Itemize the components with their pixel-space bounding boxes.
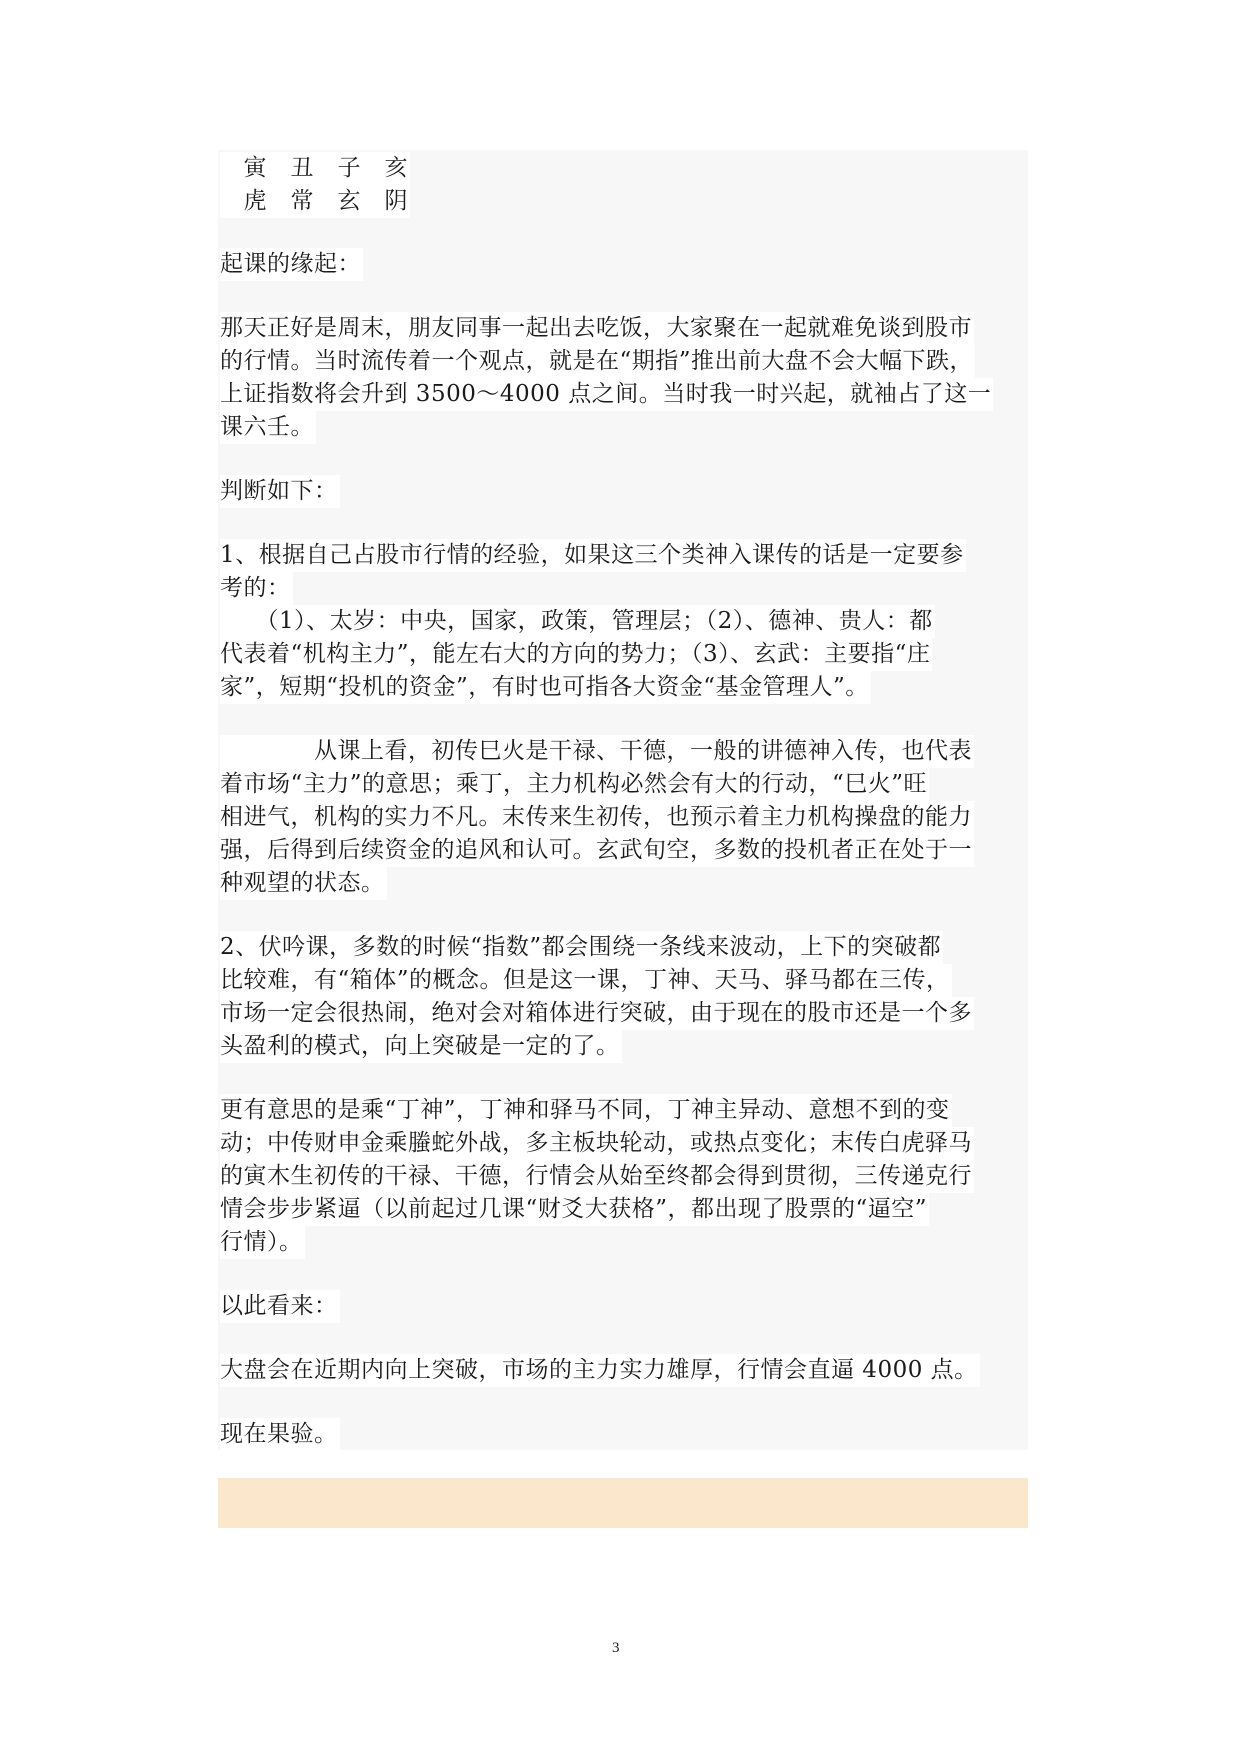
text-line: （1）、太岁：中央，国家，政策，管理层；（2）、德神、贵人：都: [220, 605, 935, 638]
text-line: 比较难，有“箱体”的概念。但是这一课，丁神、天马、驿马都在三传，: [220, 964, 952, 997]
text-line: 的行情。当时流传着一个观点，就是在“期指”推出前大盘不会大幅下跌，: [220, 345, 975, 378]
text-line: 虎 常 玄 阴: [220, 185, 410, 218]
text-line: 代表着“机构主力”，能左右大的方向的势力；（3）、玄武：主要指“庄: [220, 638, 932, 671]
text-line: 1、根据自己占股市行情的经验，如果这三个类神入课传的话是一定要参: [220, 539, 966, 572]
text-line: 那天正好是周末，朋友同事一起出去吃饭，大家聚在一起就难免谈到股市: [220, 312, 974, 345]
text-line: 更有意思的是乘“丁神”，丁神和驿马不同，丁神主异动、意想不到的变: [220, 1094, 952, 1127]
text-line: 起课的缘起：: [220, 248, 363, 281]
text-line: 以此看来：: [220, 1290, 340, 1323]
text-line: 的寅木生初传的干禄、干德，行情会从始至终都会得到贯彻，三传递克行: [220, 1160, 974, 1193]
text-line: 头盈利的模式，向上突破是一定的了。: [220, 1030, 622, 1063]
text-line: 着市场“主力”的意思；乘丁，主力机构必然会有大的行动，“巳火”旺: [220, 768, 929, 801]
page-number: 3: [612, 1640, 620, 1656]
text-line: 2、伏吟课，多数的时候“指数”都会围绕一条线来波动，上下的突破都: [220, 931, 943, 964]
text-line: 市场一定会很热闹，绝对会对箱体进行突破，由于现在的股市还是一个多: [220, 997, 974, 1030]
text-line: 情会步步紧逼（以前起过几课“财爻大获格”，都出现了股票的“逼空”: [220, 1193, 929, 1226]
text-line: 相进气，机构的实力不凡。末传来生初传，也预示着主力机构操盘的能力: [220, 801, 974, 834]
text-line: 从课上看，初传巳火是干禄、干德，一般的讲德神入传，也代表: [220, 735, 974, 768]
highlight-band: [218, 1478, 1028, 1528]
text-line: 现在果验。: [220, 1418, 340, 1451]
text-line: 家”，短期“投机的资金”，有时也可指各大资金“基金管理人”。: [220, 671, 871, 704]
text-line: 考的：: [220, 572, 293, 605]
text-line: 课六壬。: [220, 411, 316, 444]
text-line: 行情）。: [220, 1226, 305, 1259]
text-line: 强，后得到后续资金的追风和认可。玄武旬空，多数的投机者正在处于一: [220, 834, 974, 867]
text-line: 寅 丑 子 亥: [220, 152, 410, 185]
text-line: 大盘会在近期内向上突破，市场的主力实力雄厚，行情会直逼 4000 点。: [220, 1354, 980, 1387]
text-line: 判断如下：: [220, 475, 340, 508]
text-line: 上证指数将会升到 3500～4000 点之间。当时我一时兴起，就袖占了这一: [220, 378, 993, 411]
text-line: 种观望的状态。: [220, 867, 387, 900]
text-line: 动；中传财申金乘螣蛇外战，多主板块轮动，或热点变化；末传白虎驿马: [220, 1127, 974, 1160]
